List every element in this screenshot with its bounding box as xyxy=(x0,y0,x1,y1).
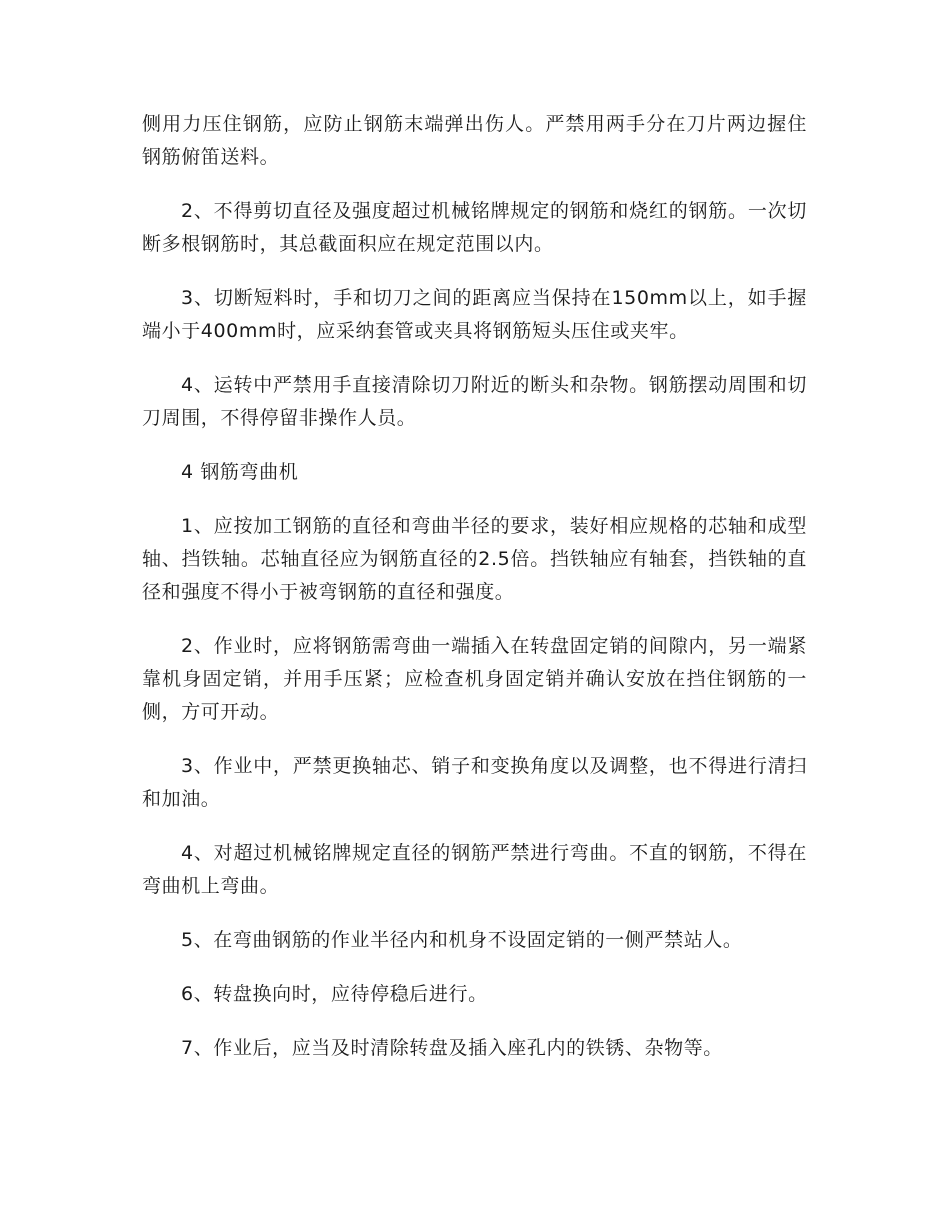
section-heading: 4 钢筋弯曲机 xyxy=(181,461,299,483)
paragraph-bender-1: 1、应按加工钢筋的直径和弯曲半径的要求，装好相应规格的芯轴和成型轴、挡铁轴。芯轴直径应为钢筋直径的2.5倍。挡铁轴应有轴套，挡铁轴的直径和强度不得小于被弯钢筋的直径和强度。 xyxy=(142,515,807,603)
paragraph-bender-7: 7、作业后，应当及时清除转盘及插入座孔内的铁锈、杂物等。 xyxy=(181,1037,723,1059)
paragraph-bender-2: 2、作业时，应将钢筋需弯曲一端插入在转盘固定销的间隙内，另一端紧靠机身固定销，并用手压紧；应检查机身固定销并确认安放在挡住钢筋的一侧，方可开动。 xyxy=(142,635,807,723)
paragraph-continuation: 侧用力压住钢筋，应防止钢筋末端弹出伤人。严禁用两手分在刀片两边握住钢筋俯笛送料。 xyxy=(142,113,807,168)
paragraph-item-4: 4、运转中严禁用手直接清除切刀附近的断头和杂物。钢筋摆动周围和切刀周围，不得停留非操作人员。 xyxy=(142,374,807,429)
paragraph-item-2: 2、不得剪切直径及强度超过机械铭牌规定的钢筋和烧红的钢筋。一次切断多根钢筋时，其总截面积应在规定范围以内。 xyxy=(142,200,807,255)
paragraph-bender-6: 6、转盘换向时，应待停稳后进行。 xyxy=(181,983,488,1005)
paragraph-item-3: 3、切断短料时，手和切刀之间的距离应当保持在150mm以上，如手握端小于400mm时，应采纳套管或夹具将钢筋短头压住或夹牢。 xyxy=(142,287,807,342)
paragraph-bender-5: 5、在弯曲钢筋的作业半径内和机身不设固定销的一侧严禁站人。 xyxy=(181,929,743,951)
paragraph-bender-4: 4、对超过机械铭牌规定直径的钢筋严禁进行弯曲。不直的钢筋，不得在弯曲机上弯曲。 xyxy=(142,842,807,897)
document-page xyxy=(142,108,807,1086)
paragraph-bender-3: 3、作业中，严禁更换轴芯、销子和变换角度以及调整，也不得进行清扫和加油。 xyxy=(142,755,807,810)
